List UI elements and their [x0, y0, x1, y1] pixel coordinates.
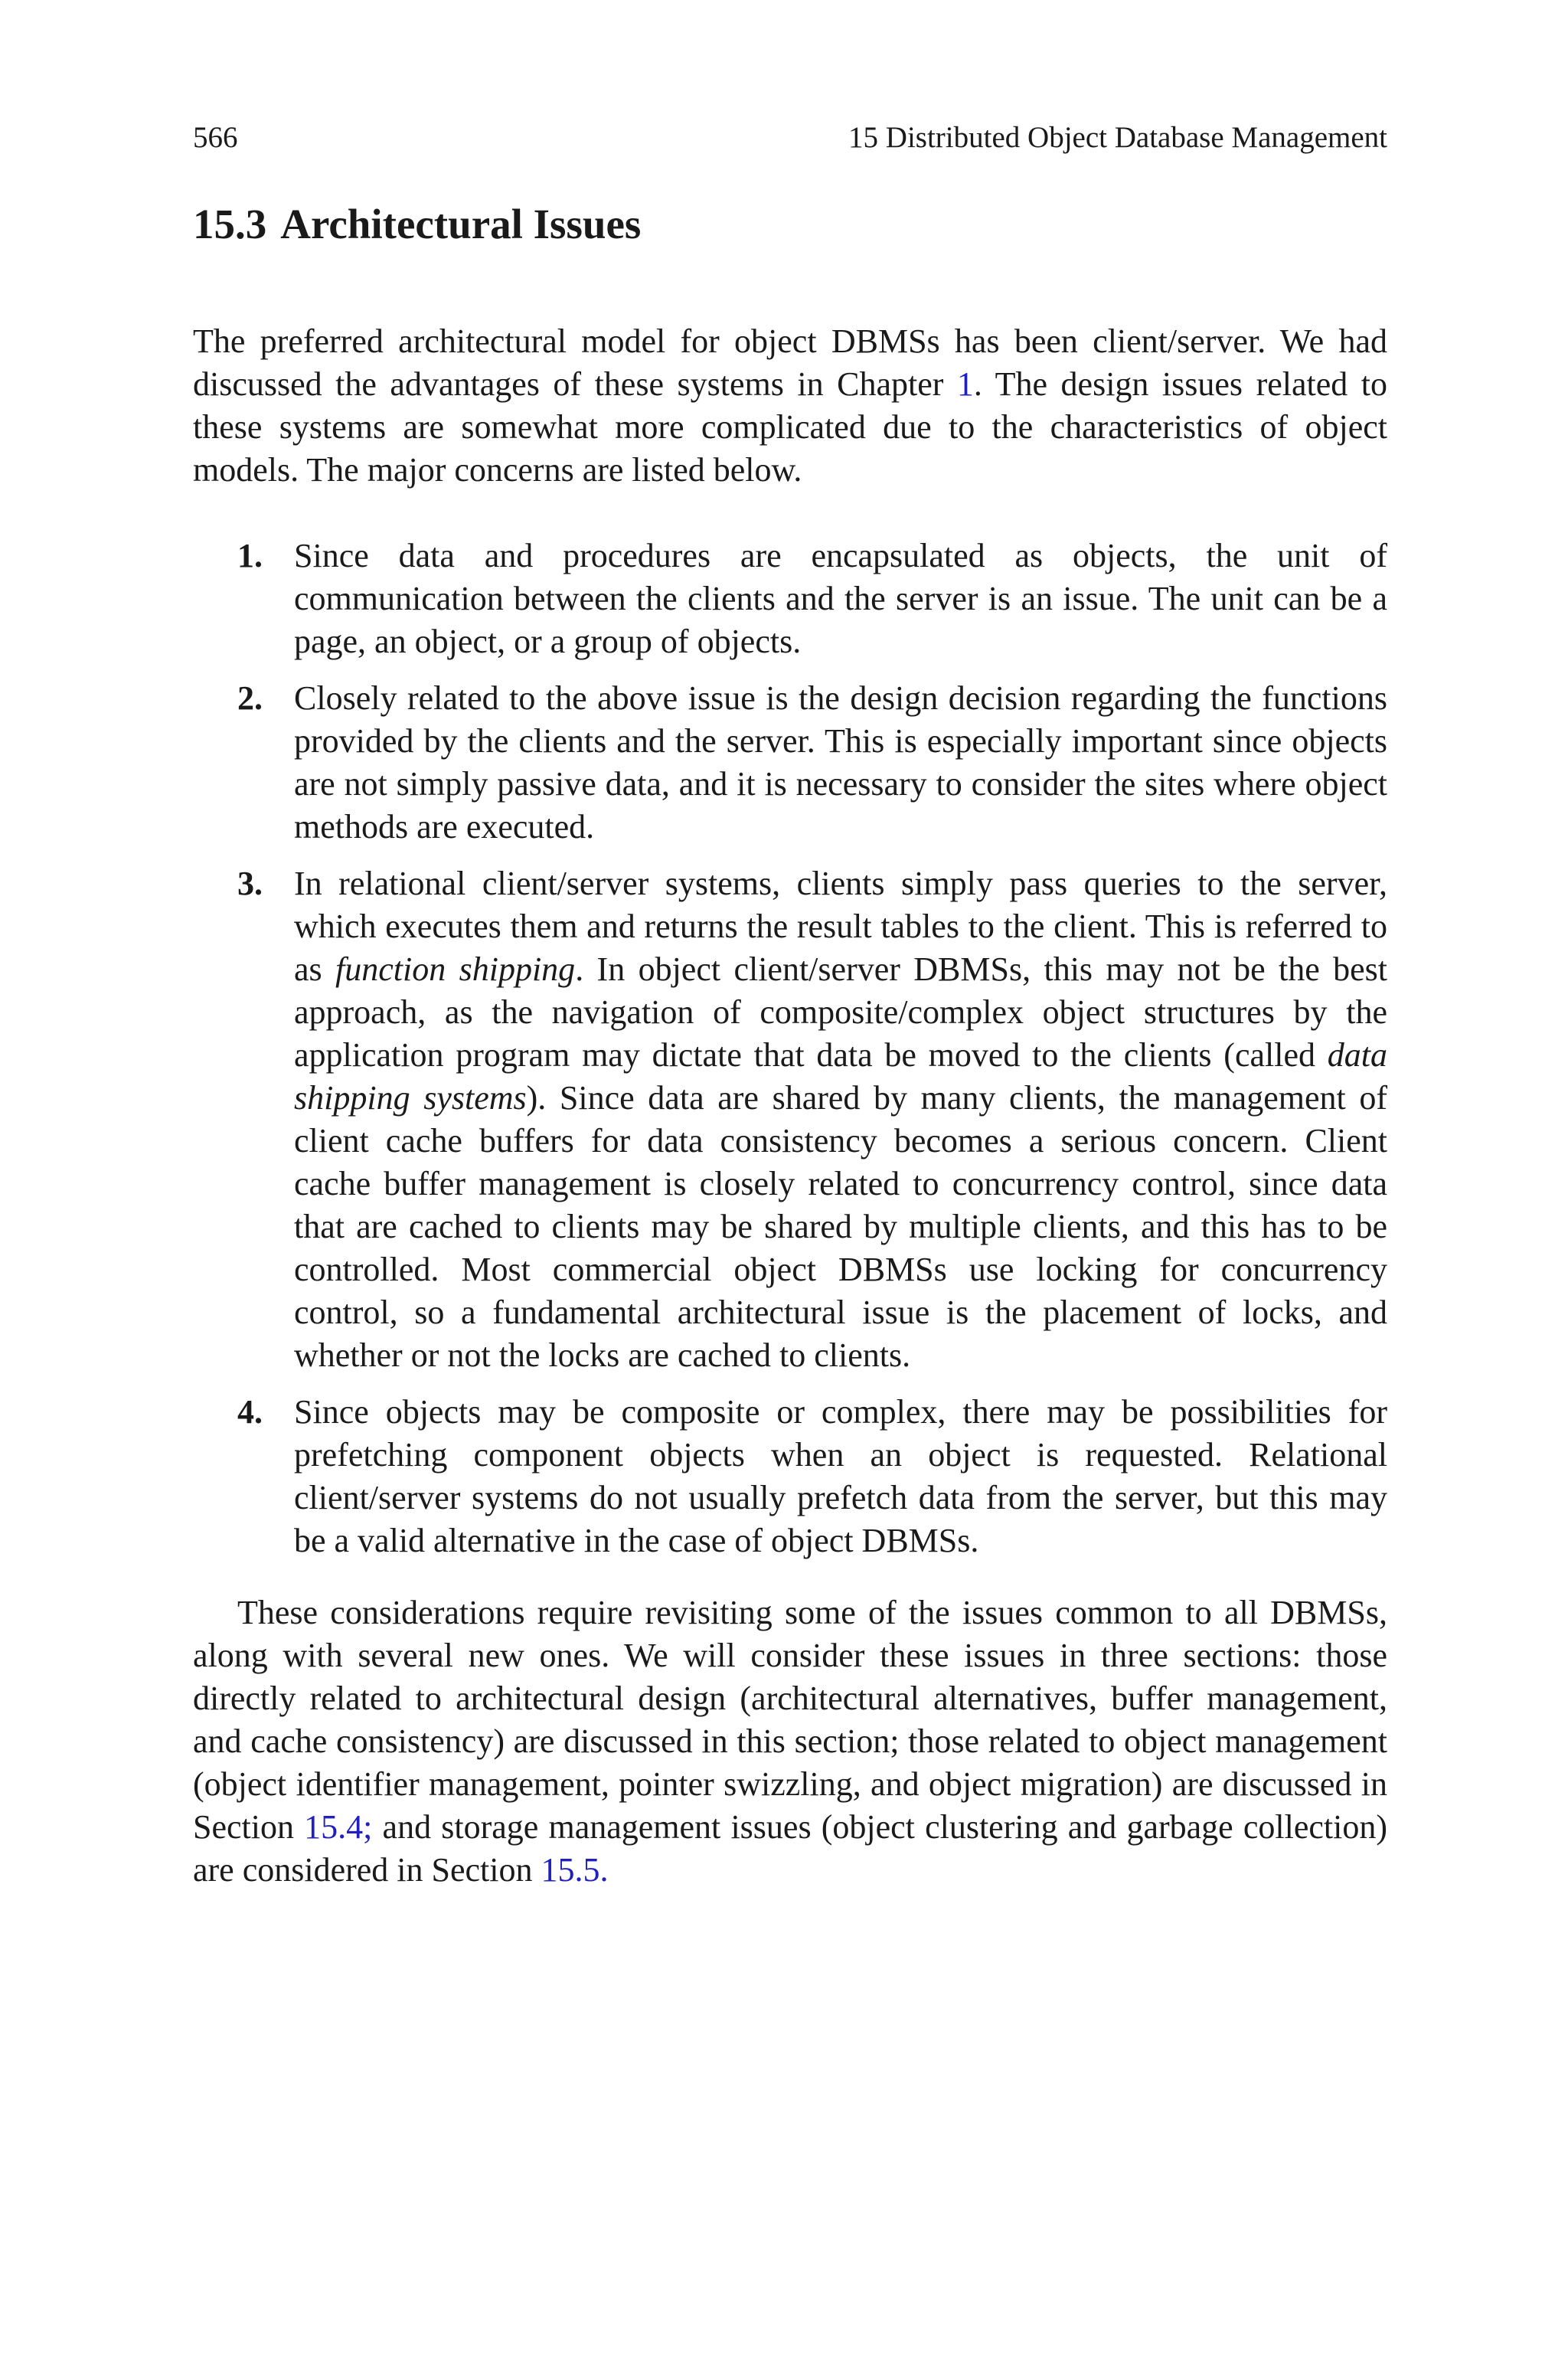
book-page: [193, 115, 1387, 1892]
closing-text-1: These considerations require revisiting some of the issues common to all DBMSs, along with several new ones. We will consider these issues in three sections: those directly related to architectural design (architectural alternatives, buffer management, and cache consistency) are discussed in this section; those related to object management (object identifier management, pointer swizzling, and object migration) are discussed in Section: [193, 1594, 1387, 1846]
list-item-number: 1.: [237, 537, 263, 574]
list-item: [193, 677, 1387, 849]
list-item-text-part: ). Since data are shared by many clients, the management of client cache buffers for data consistency becomes a serious concern. Client cache buffer management is closely related to concurrency control, since data that are cached to clients may be shared by multiple clients, and this has to be controlled. Most commercial object DBMSs use locking for concurrency control, so a fundamental architectural issue is the placement of locks, and whether or not the locks are cached to clients.: [294, 1079, 1388, 1374]
closing-text-2: and storage management issues (object clustering and garbage collection) are considered in Section: [193, 1808, 1388, 1889]
issue-list: [193, 535, 1387, 1562]
function-shipping-term: function shipping: [335, 950, 576, 988]
list-item-text: Since data and procedures are encapsulated as objects, the unit of communication between the clients and the server is an issue. The unit can be a page, an object, or a group of objects.: [294, 537, 1387, 660]
intro-paragraph: [193, 320, 1387, 492]
intro-text-1: The preferred architectural model for object DBMSs has been client/server. We had discussed the advantages of these systems in Chapter: [193, 322, 1387, 403]
section-title: Architectural Issues: [280, 201, 642, 247]
page-number: 566: [193, 121, 238, 154]
section-heading: [193, 198, 1387, 251]
running-head: [193, 115, 1387, 161]
list-item-number: 3.: [237, 865, 263, 902]
list-item: [193, 535, 1387, 663]
section-15-5-link[interactable]: 15.5.: [541, 1851, 609, 1889]
list-item: [193, 862, 1387, 1377]
list-item-text-part: . In object client/server DBMSs, this may not be the best approach, as the navigation of composite/complex object structures by the application program may dictate that data be moved to the clients (called: [294, 950, 1388, 1074]
chapter-1-link[interactable]: 1: [956, 365, 974, 403]
intro-text-2: . The design issues related to these systems are somewhat more complicated due to the characteristics of object models. The major concerns are listed below.: [193, 365, 1387, 489]
data-shipping-term: data shipping systems: [294, 1036, 1387, 1117]
list-item-number: 2.: [237, 679, 263, 717]
list-item: [193, 1391, 1387, 1562]
list-item-text-part: In relational client/server systems, clients simply pass queries to the server, which executes them and returns the result tables to the client. This is referred to as: [294, 865, 1387, 988]
list-item-text: Closely related to the above issue is the design decision regarding the functions provided by the clients and the server. This is especially important since objects are not simply passive data, and it is necessary to consider the sites where object methods are executed.: [294, 679, 1387, 846]
section-number: 15.3: [193, 201, 267, 247]
section-15-4-link[interactable]: 15.4;: [304, 1808, 373, 1846]
chapter-title: 15 Distributed Object Database Management: [848, 121, 1387, 154]
list-item-number: 4.: [237, 1393, 263, 1431]
closing-paragraph: [193, 1591, 1387, 1892]
list-item-text: Since objects may be composite or complex, there may be possibilities for prefetching component objects when an object is requested. Relational client/server systems do not usually prefetch data from the server, but this may be a valid alternative in the case of object DBMSs.: [294, 1393, 1387, 1559]
